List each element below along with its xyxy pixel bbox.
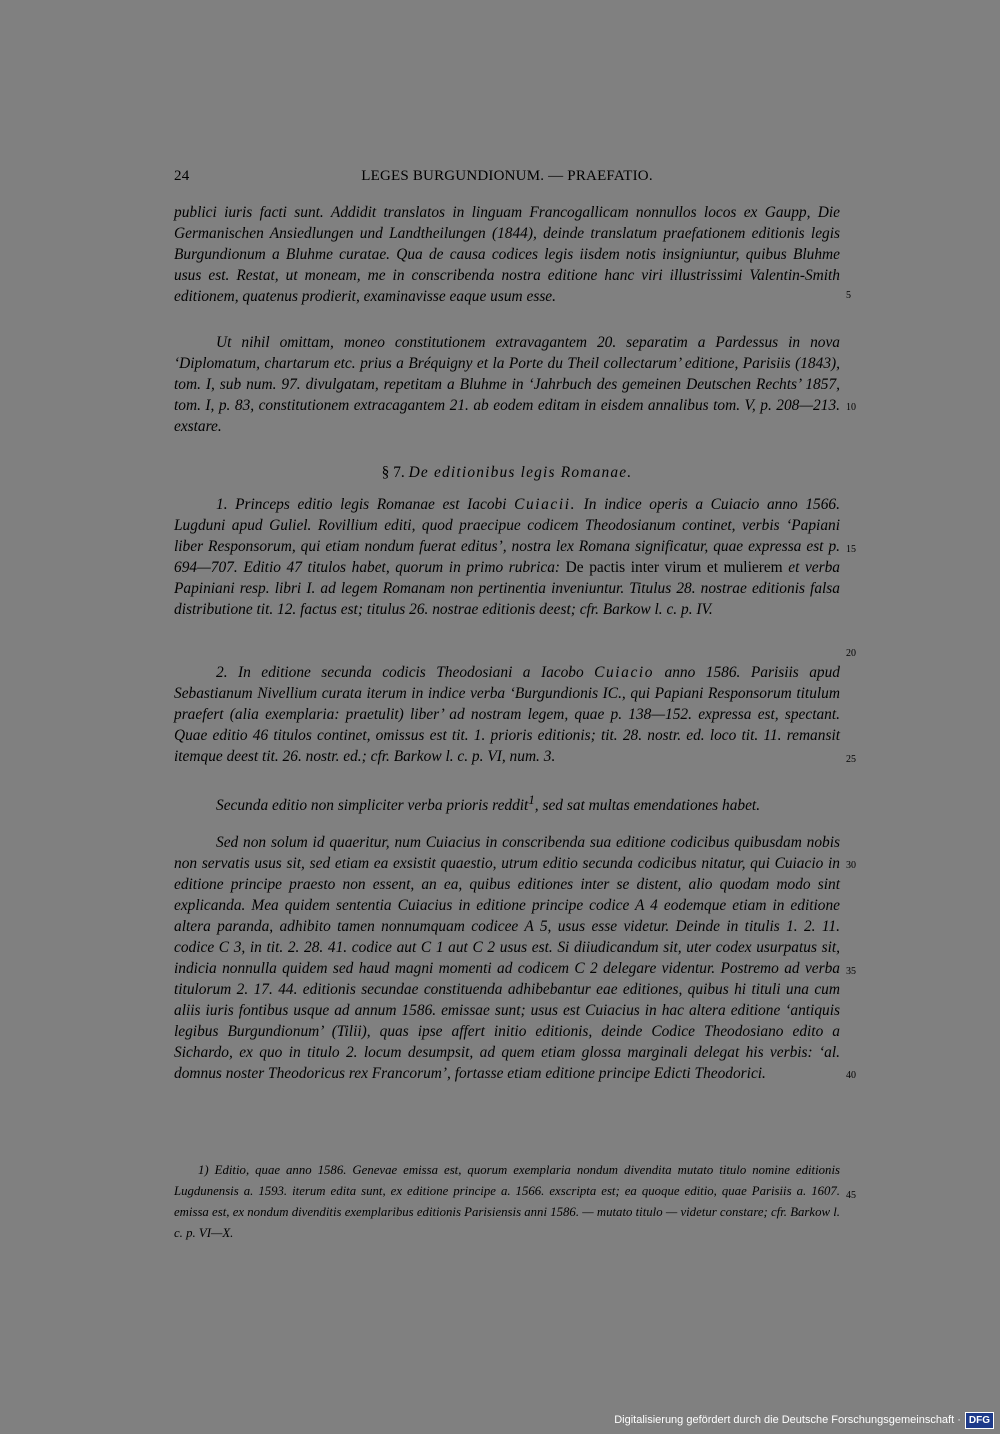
author-name-cuiacio: Cuiacio xyxy=(594,664,655,681)
line-number: 15 xyxy=(846,544,856,555)
paragraph-4 xyxy=(174,662,840,767)
paragraph-1-text: publici iuris facti sunt. Addidit translatos in linguam Francogallicam nonnullos locos ex Gaupp, Die Germanischen Ansiedlungen und Landtheilungen (1844), deinde translatum praefationem editionis legis Burgundionum a Bluhme curatae. Qua de causa codices legis iisdem notis insigniuntur, quibus Bluhme usus est. Restat, ut moneam, me in conscribenda nostra editione hanc viri illustrissimi Valentin-Smith editionem, quatenus prodierit, examinavisse eaque usum esse. xyxy=(174,204,840,305)
paragraph-4-a: 2. In editione secunda codicis Theodosiani a Iacobo xyxy=(216,664,595,681)
line-number: 30 xyxy=(846,860,856,871)
paragraph-2-text xyxy=(174,332,840,437)
paragraph-5-b: , sed sat multas emendationes habet. xyxy=(534,797,761,815)
page-number: 24 xyxy=(174,168,190,184)
line-number: 10 xyxy=(846,402,856,413)
paragraph-3-a: 1. Princeps editio legis Romanae est Iacobi xyxy=(216,496,515,513)
digitization-footer xyxy=(614,1410,994,1430)
section-number: § 7. xyxy=(381,464,405,481)
section-heading xyxy=(174,464,840,482)
line-number: 25 xyxy=(846,754,856,765)
paragraph-1 xyxy=(174,202,840,307)
paragraph-6-body: Sed non solum id quaeritur, num Cuiacius in conscribenda sua editione codicibus quibusdam nobis non servatis usus sit, sed etiam ea exsistit quaestio, utrum editio secunda codicibus nitatur, qui Cuiacio in editione principe praesto non essent, an ea, quibus editiones inter se distent, alio quodam modo sint explicanda. Mea quidem sententia Cuiacius in editione principe codice A 4 eodemque etiam in editione altera paranda, adhibito tamen nonnumquam codicee A 5, usus esse videtur. Deinde in titulis 1. 2. 11. codice C 3, in tit. 2. 28. 41. codice aut C 1 aut C 2 usus est. Si diiudicandum sit, uter codex usurpatus sit, indicia nonnulla quidem sed haud magni momenti ad codicem C 2 delegare videntur. Postremo ad verba titulorum 2. 17. 44. editionis secundae constituenda adhibebantur eae editiones, quibus hi tituli una cum aliis iuris fontibus usque ad annum 1586. emissae sunt; usus est Cuiacius in hac altera editione ‘antiquis legibus Burgundionum’ (Tilii), quas ipse affert initio editionis, deinde Codice Theodosiano edito a Sichardo, ex quo in titulo 2. locum desumpsit, ad quem etiam glossa marginali delegat his verbis: ‘al. domnus noster Theodoricus rex Francorum’, fortasse etiam editione principe Edicti Theodorici. xyxy=(174,834,840,1082)
paragraph-2-body: Ut nihil omittam, moneo constitutionem extravagantem 20. separatim a Pardessus in nova ‘Diplomatum, chartarum etc. prius a Bréquigny et la Porte du Theil collectarum’ editione, Parisiis (1843), tom. I, sub num. 97. divulgatam, repetitam a Bluhme in ‘Jahrbuch des gemeinen Deutschen Rechts’ 1857, tom. I, p. 83, constitutionem extracagantem 21. ab eodem editam in eisdem annalibus tom. V, p. 208—213. exstare. xyxy=(174,334,840,435)
paragraph-5 xyxy=(174,790,840,816)
rubric-text: De pactis inter virum et mulierem xyxy=(565,559,783,576)
paragraph-3-b: In indice operis a Cuiacio anno 1566. Lugduni apud Guliel. Rovillium editi, quod praecipue codicem Theodosianum continet, verbis ‘Papiani liber Responsorum, qui etiam nondum fuerat editus’, nostra lex Romana significatur, quae expressa est p. 694—707. Editio 47 titulos habet, quorum in primo rubrica: xyxy=(174,496,840,576)
line-number: 5 xyxy=(846,290,851,301)
footnote xyxy=(174,1160,840,1244)
line-number: 45 xyxy=(846,1190,856,1201)
line-number: 40 xyxy=(846,1070,856,1081)
author-name-cuiacii: Cuiacii. xyxy=(514,496,577,513)
paragraph-3 xyxy=(174,494,840,620)
page-header xyxy=(174,168,840,188)
dfg-logo-icon: DFG xyxy=(965,1412,994,1429)
section-title: De editionibus legis Romanae. xyxy=(408,464,633,481)
footnote-marker: 1 xyxy=(528,793,535,807)
paragraph-3-c: et verba Papiniani resp. libri I. ad legem Romanam non pertinentia inveniuntur. Titulus 28. nostrae editionis falsa distributione tit. 12. factus est; titulus 26. nostrae editionis deest; cfr. Barkow l. c. p. IV. xyxy=(174,559,840,618)
paragraph-5-a: Secunda editio non simpliciter verba prioris reddit xyxy=(216,797,529,815)
footer-credit: Digitalisierung gefördert durch die Deutsche Forschungsgemeinschaft · xyxy=(614,1414,961,1426)
paragraph-2 xyxy=(174,332,840,437)
paragraph-6 xyxy=(174,832,840,1084)
footnote-text: 1) Editio, quae anno 1586. Genevae emissa est, quorum exemplaria nondum divendita mutato titulo nomine editionis Lugdunensis a. 1593. iterum edita sunt, ex editione principe a. 1566. exscripta est; ea quoque editio, quae Parisiis a. 1607. emissa est, ex nondum divenditis exemplaribus editionis Parisiensis anni 1586. — mutato titulo — videtur constare; cfr. Barkow l. c. p. VI—X. xyxy=(174,1163,840,1240)
line-number: 20 xyxy=(846,648,856,659)
line-number: 35 xyxy=(846,966,856,977)
running-head: LEGES BURGUNDIONUM. — PRAEFATIO. xyxy=(361,168,653,184)
paragraph-4-b: anno 1586. Parisiis apud Sebastianum Nivellium curata iterum in indice verba ‘Burgundionis IC., qui Papiani Responsorum titulum praefert (alia exemplaria: praetulit) liber’ ad nostram legem, quae p. 138—152. expressa est, spectant. Quae editio 46 titulos continet, omissus est tit. 1. prioris editionis; tit. 28. nostr. ed. loco tit. 11. remansit itemque deest tit. 26. nostr. ed.; cfr. Barkow l. c. p. VI, num. 3. xyxy=(174,664,840,765)
